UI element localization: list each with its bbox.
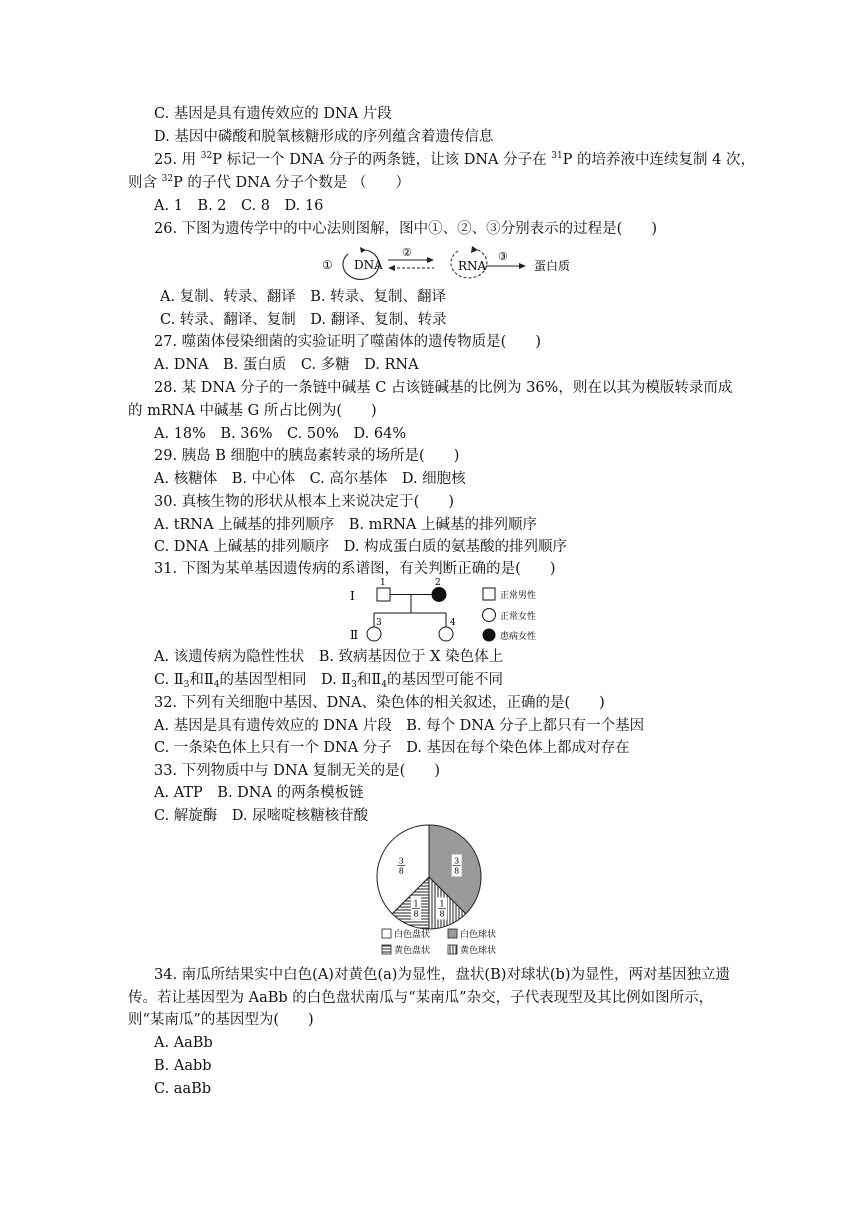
protein-label: 蛋白质 [534, 259, 571, 273]
question-31-options-cd: C. $Ⅱ_3$和$Ⅱ_4$的基因型相同 D. $Ⅱ_3$和$Ⅱ_4$的基因型可能不同 [154, 672, 503, 690]
question-25-text: 25. 用 $^{32}$P 标记一个 DNA 分子的两条链，让该 DNA 分子在 $^{31}$P 的培养液中连续复制 4 次， [154, 151, 755, 168]
legend-swatch-4 [448, 945, 457, 954]
legend-label-3: 黄色盘状 [394, 946, 431, 956]
question-29-options: A. 核糖体 B. 中心体 C. 高尔基体 D. 细胞核 [154, 471, 466, 487]
legend-male-symbol [483, 588, 495, 600]
question-26-text: 26. 下图为遗传学中的中心法则图解，图中①、②、③分别表示的过程是( ) [154, 221, 657, 237]
pie-label-denominator-4: 8 [439, 909, 445, 919]
question-33-options-cd: C. 解旋酶 D. 尿嘧啶核糖核苷酸 [154, 808, 369, 824]
legend-female-symbol [483, 609, 496, 622]
individual-1-male [377, 588, 390, 601]
pie-label-numerator-3: 1 [413, 899, 419, 909]
q24-option-c: C. 基因是具有遗传效应的 DNA 片段 [154, 106, 392, 122]
question-30-options-ab: A. tRNA 上碱基的排列顺序 B. mRNA 上碱基的排列顺序 [154, 517, 538, 533]
question-26-options-cd: C. 转录、翻译、复制 D. 翻译、复制、转录 [160, 312, 447, 328]
question-30-options-cd: C. DNA 上碱基的排列顺序 D. 构成蛋白质的氨基酸的排列顺序 [154, 539, 568, 555]
question-29-text: 29. 胰岛 B 细胞中的胰岛素转录的场所是( ) [154, 448, 460, 464]
generation-2-label: Ⅱ [350, 628, 359, 642]
individual-4-number: 4 [450, 618, 456, 628]
replication-arrowhead [360, 247, 366, 253]
legend-male-text: 正常男性 [500, 591, 537, 601]
question-26-options-ab: A. 复制、转录、翻译 B. 转录、复制、翻译 [160, 289, 447, 305]
question-31-text: 31. 下图为某单基因遗传病的系谱图，有关判断正确的是( ) [154, 561, 556, 577]
question-28-text: 28. 某 DNA 分子的一条链中碱基 C 占该链碱基的比例为 36%，则在以其为模版转录而成 [154, 380, 733, 396]
question-34-option-b: B. Aabb [154, 1058, 212, 1074]
question-32-options-cd: C. 一条染色体上只有一个 DNA 分子 D. 基因在每个染色体上都成对存在 [154, 740, 630, 756]
legend-label-4: 黄色球状 [460, 946, 497, 956]
legend-swatch-2 [448, 929, 457, 938]
individual-2-number: 2 [435, 578, 441, 588]
question-32-text: 32. 下列有关细胞中基因、DNA、染色体的相关叙述，正确的是( ) [154, 695, 605, 711]
question-34-text-cont2: 则“某南瓜”的基因型为( ) [128, 1012, 314, 1028]
question-27-text: 27. 噬菌体侵染细菌的实验证明了噬菌体的遗传物质是( ) [154, 334, 541, 350]
individual-4-female [439, 627, 453, 641]
legend-affected-symbol [483, 629, 496, 642]
pie-label-denominator-2: 8 [454, 866, 460, 876]
question-25-options: A. 1 B. 2 C. 8 D. 16 [154, 198, 324, 214]
question-34-option-c: C. aaBb [154, 1081, 212, 1097]
process-3-label: ③ [498, 250, 508, 263]
question-34-text-cont: 传。若让基因型为 AaBb 的白色盘状南瓜与“某南瓜”杂交，子代表现型及其比例如图所示， [128, 990, 714, 1006]
legend-label-2: 白色球状 [460, 930, 497, 940]
legend-swatch-1 [382, 929, 391, 938]
question-25-text-cont: 则含 $^{32}$P 的子代 DNA 分子个数是 （ ） [128, 174, 411, 191]
pie-label-numerator-1: 3 [398, 856, 404, 866]
question-34-text: 34. 南瓜所结果实中白色(A)对黄色(a)为显性，盘状(B)对球状(b)为显性，两对基因独立遗 [154, 967, 730, 983]
pedigree-chart [340, 577, 560, 645]
pie-label-denominator-1: 8 [398, 866, 404, 876]
question-33-options-ab: A. ATP B. DNA 的两条模板链 [154, 785, 364, 801]
individual-1-number: 1 [380, 578, 386, 588]
question-32-options-ab: A. 基因是具有遗传效应的 DNA 片段 B. 每个 DNA 分子上都只有一个基因 [154, 718, 645, 734]
question-30-text: 30. 真核生物的形状从根本上来说决定于( ) [154, 494, 454, 510]
rna-label: RNA [458, 259, 487, 273]
individual-3-female [367, 627, 381, 641]
question-31-options-ab: A. 该遗传病为隐性性状 B. 致病基因位于 X 染色体上 [154, 649, 504, 665]
legend-female-text: 正常女性 [500, 612, 537, 622]
question-34-option-a: A. AaBb [154, 1035, 213, 1051]
dna-label: DNA [354, 258, 383, 272]
question-28-text-cont: 的 mRNA 中碱基 G 所占比例为( ) [128, 403, 377, 419]
pie-label-denominator-3: 8 [413, 909, 419, 919]
individual-2-affected-female [432, 588, 446, 602]
pie-chart [374, 822, 508, 962]
legend-affected-text: 患病女性 [500, 632, 537, 642]
question-33-text: 33. 下列物质中与 DNA 复制无关的是( ) [154, 763, 440, 779]
process-2-label: ② [402, 246, 412, 259]
process-1-label: ① [322, 258, 333, 272]
question-27-options: A. DNA B. 蛋白质 C. 多糖 D. RNA [154, 357, 419, 373]
pie-label-numerator-2: 3 [454, 856, 460, 866]
pie-label-numerator-4: 1 [439, 899, 445, 909]
individual-3-number: 3 [376, 618, 382, 628]
q24-option-d: D. 基因中磷酸和脱氧核糖形成的序列蕴含着遗传信息 [154, 129, 494, 145]
legend-swatch-3 [382, 945, 391, 954]
question-28-options: A. 18% B. 36% C. 50% D. 64% [154, 426, 407, 442]
central-dogma-diagram [310, 242, 590, 284]
generation-1-label: Ⅰ [350, 589, 355, 603]
legend-label-1: 白色盘状 [394, 930, 431, 940]
